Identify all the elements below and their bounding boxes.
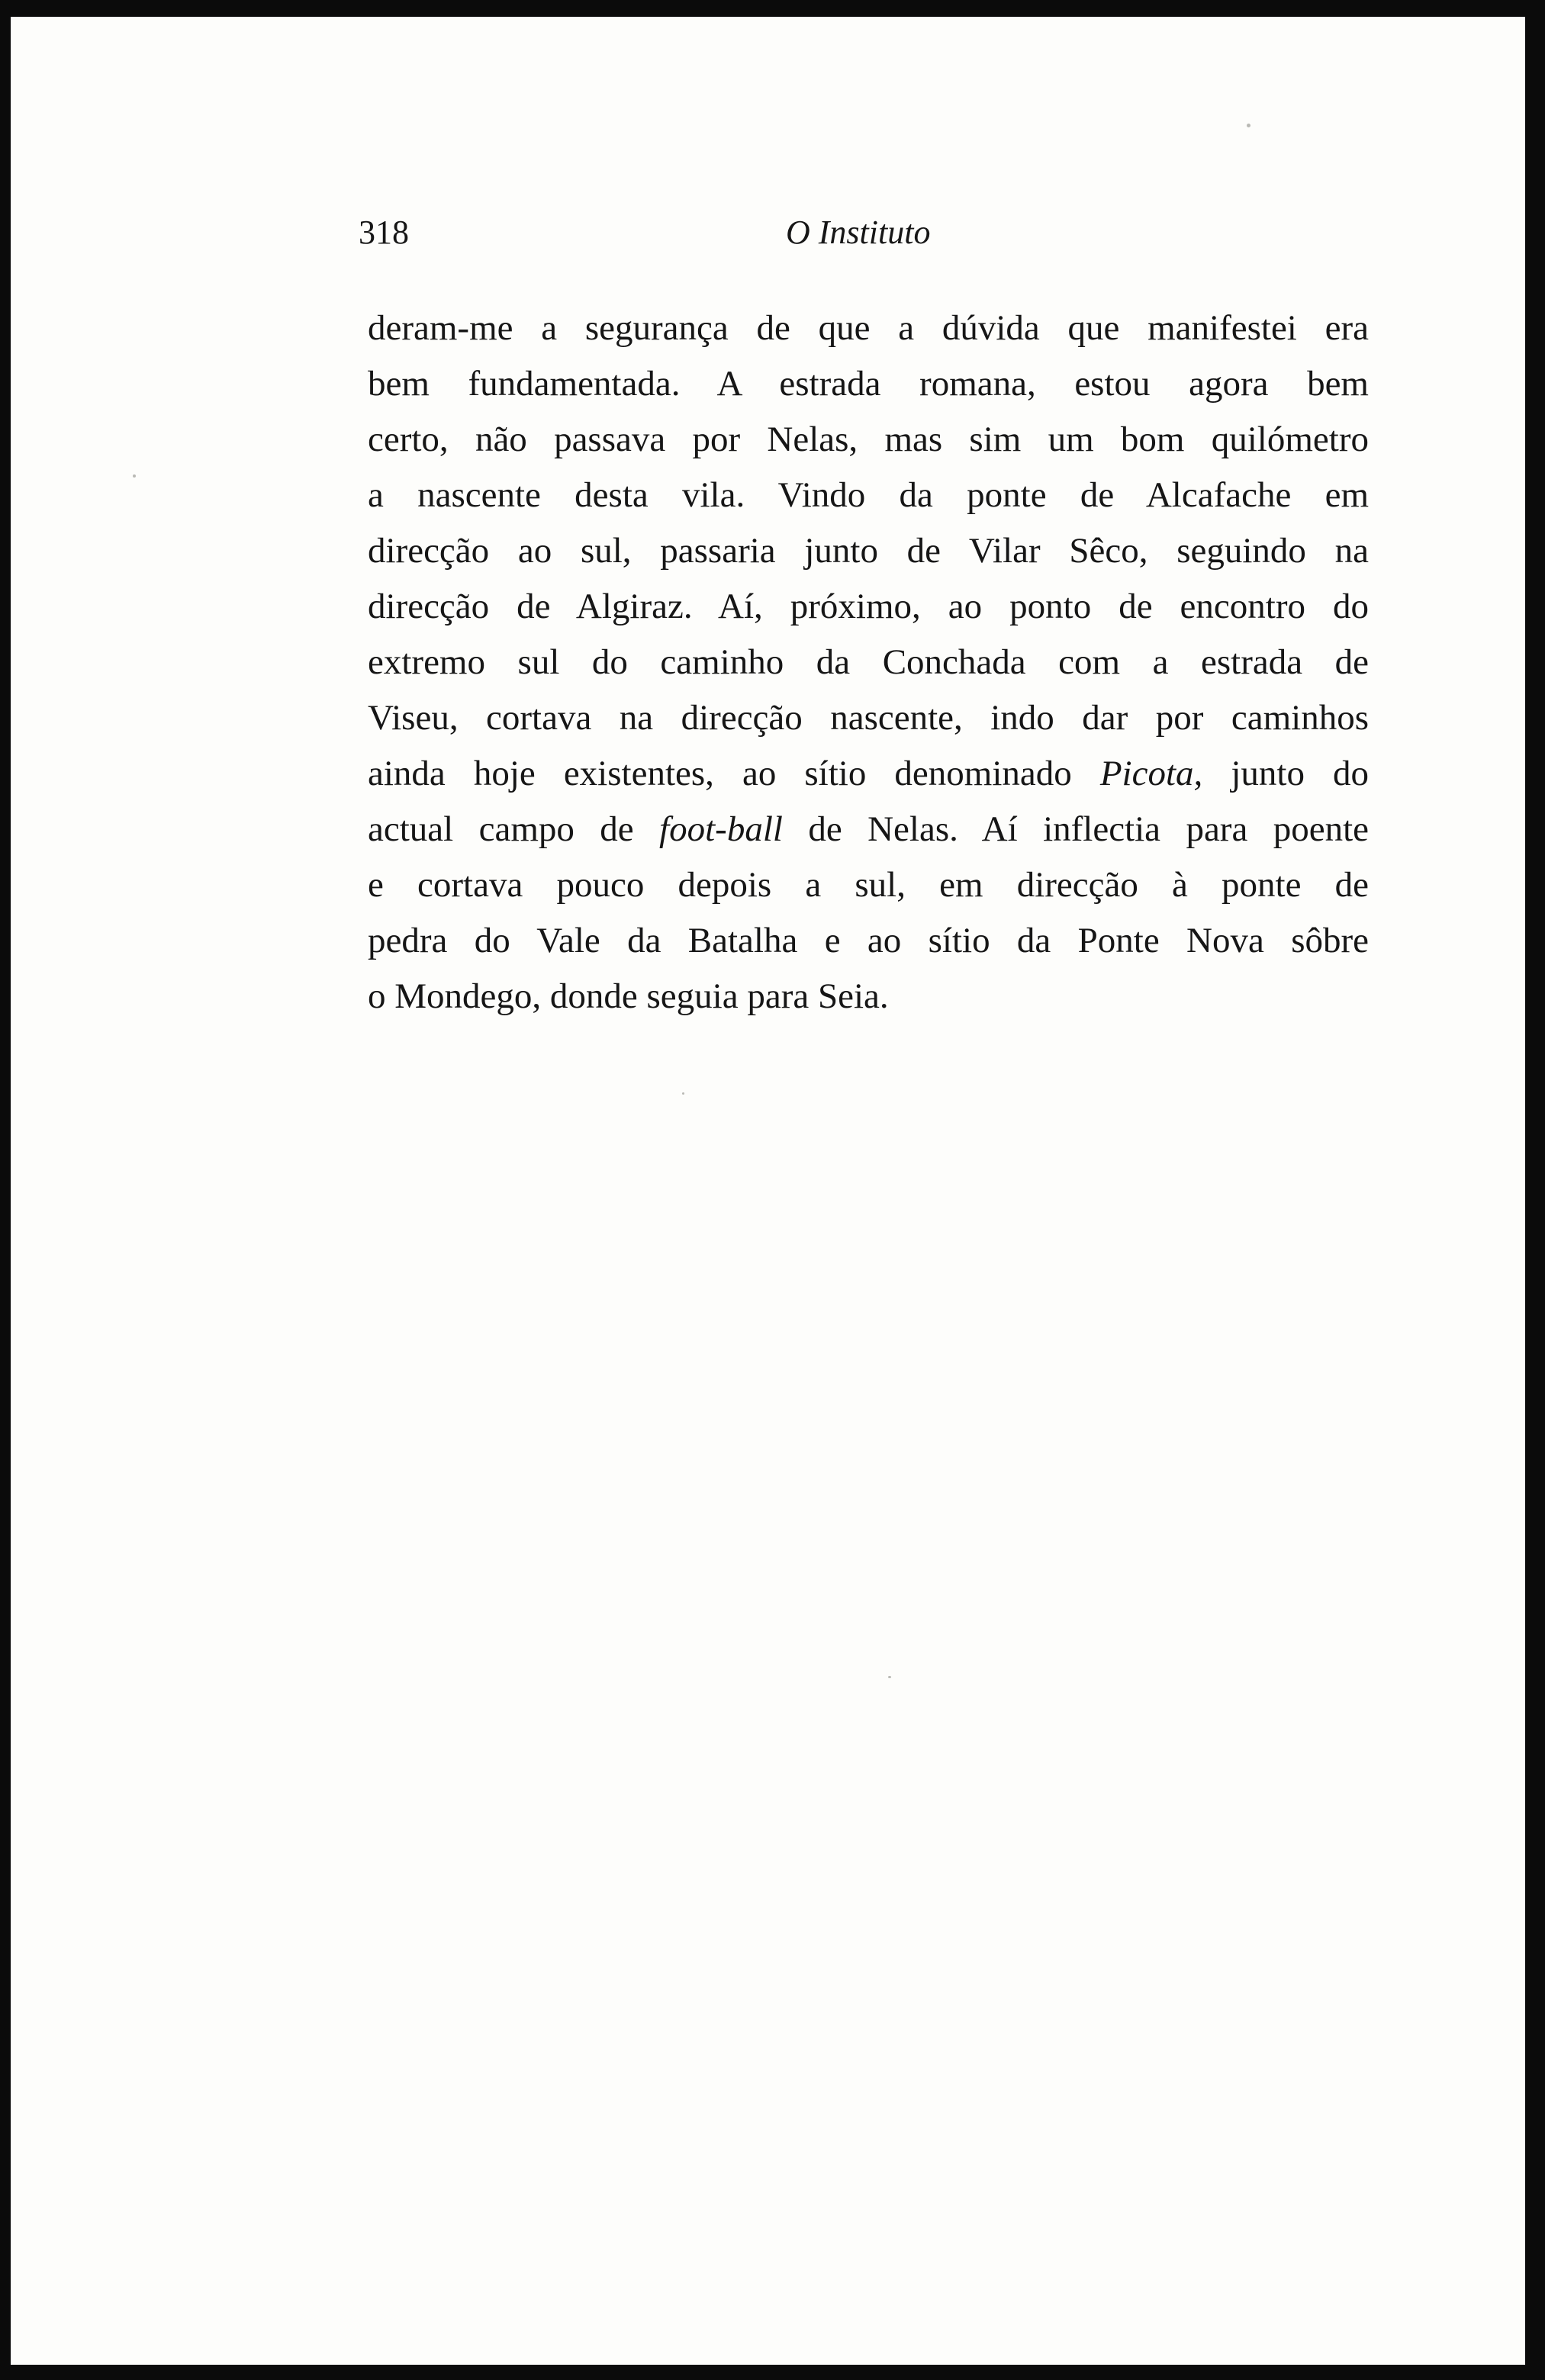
text-line (368, 802, 1369, 857)
text-line: direcção ao sul, passaria junto de Vilar Sêco, seguindo na (368, 531, 1369, 571)
scan-speck (133, 474, 136, 478)
text-run: de Nelas. Aí inflectia para poente (782, 809, 1369, 849)
text-run: ainda hoje existentes, ao sítio denominado (368, 754, 1100, 793)
foreign-term-italic: foot-ball (659, 809, 783, 849)
scan-speck (682, 1092, 684, 1095)
text-line: a nascente desta vila. Vindo da ponte de Alcafache em (368, 475, 1369, 515)
body-paragraph (368, 301, 1369, 1024)
text-line: direcção de Algiraz. Aí, próximo, ao ponto de encontro do (368, 587, 1369, 626)
text-line: certo, não passava por Nelas, mas sim um bom quilómetro (368, 420, 1369, 459)
scan-speck (1247, 124, 1250, 127)
text-line: deram-me a segurança de que a dúvida que manifestei era (368, 308, 1369, 348)
text-line: e cortava pouco depois a sul, em direcção à ponte de (368, 865, 1369, 905)
text-run: actual campo de (368, 809, 660, 849)
text-line: pedra do Vale da Batalha e ao sítio da Ponte Nova sôbre (368, 921, 1369, 960)
journal-title: O Instituto (786, 214, 931, 251)
scan-speck (888, 1676, 891, 1678)
text-line: bem fundamentada. A estrada romana, estou agora bem (368, 364, 1369, 404)
page-number: 318 (359, 214, 409, 251)
text-line: Viseu, cortava na direcção nascente, indo dar por caminhos (368, 698, 1369, 738)
text-line (368, 746, 1369, 802)
place-name-italic: Picota, (1099, 754, 1203, 793)
text-line-final: o Mondego, donde seguia para Seia. (368, 976, 889, 1016)
running-head (359, 206, 1366, 259)
text-run: junto do (1202, 754, 1370, 793)
text-line: extremo sul do caminho da Conchada com a estrada de (368, 642, 1369, 682)
